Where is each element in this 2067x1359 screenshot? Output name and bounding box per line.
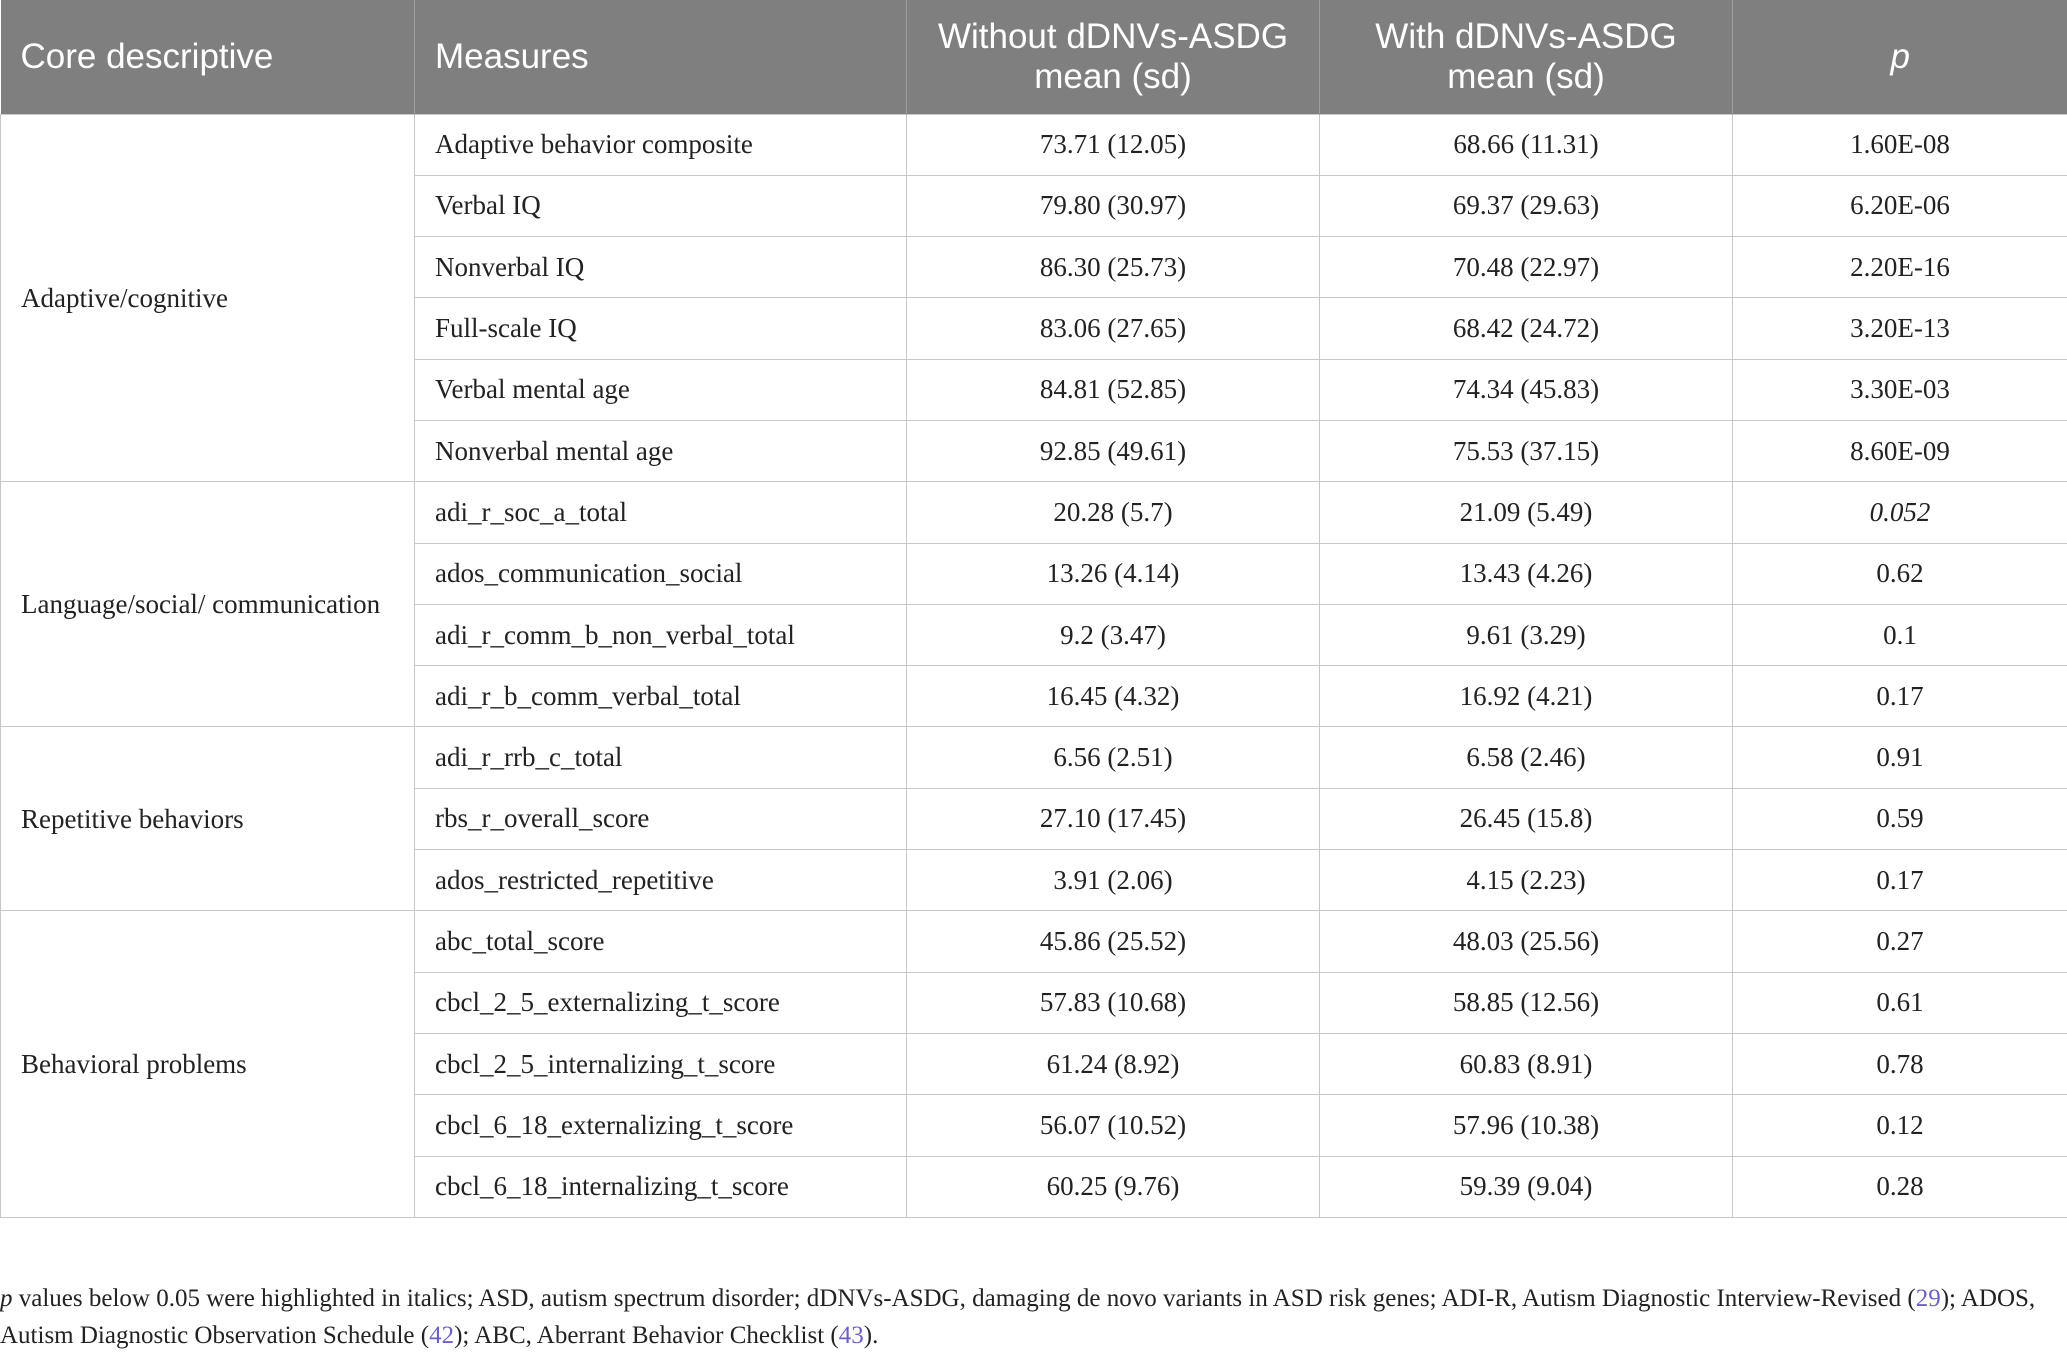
without-ddnvs-value: 92.85 (49.61) <box>907 420 1320 481</box>
header-p-value: p <box>1733 0 2067 114</box>
p-value: 0.62 <box>1733 543 2067 604</box>
header-row <box>1 0 2067 114</box>
measure-name: Full-scale IQ <box>415 298 907 359</box>
p-value: 0.78 <box>1733 1033 2067 1094</box>
table-footnote <box>0 1280 2067 1354</box>
measure-name: cbcl_2_5_internalizing_t_score <box>415 1033 907 1094</box>
with-ddnvs-value: 58.85 (12.56) <box>1320 972 1733 1033</box>
with-ddnvs-value: 21.09 (5.49) <box>1320 482 1733 543</box>
measure-name: cbcl_2_5_externalizing_t_score <box>415 972 907 1033</box>
p-value: 0.12 <box>1733 1095 2067 1156</box>
without-ddnvs-value: 61.24 (8.92) <box>907 1033 1320 1094</box>
measure-name: abc_total_score <box>415 911 907 972</box>
with-ddnvs-value: 57.96 (10.38) <box>1320 1095 1733 1156</box>
without-ddnvs-value: 9.2 (3.47) <box>907 604 1320 665</box>
p-value: 0.1 <box>1733 604 2067 665</box>
measure-name: adi_r_comm_b_non_verbal_total <box>415 604 907 665</box>
without-ddnvs-value: 27.10 (17.45) <box>907 788 1320 849</box>
header-measures: Measures <box>415 0 907 114</box>
p-value: 3.30E-03 <box>1733 359 2067 420</box>
without-ddnvs-value: 73.71 (12.05) <box>907 114 1320 175</box>
table-body <box>1 114 2067 1217</box>
without-ddnvs-value: 45.86 (25.52) <box>907 911 1320 972</box>
p-value: 0.91 <box>1733 727 2067 788</box>
measure-name: cbcl_6_18_externalizing_t_score <box>415 1095 907 1156</box>
p-value: 1.60E-08 <box>1733 114 2067 175</box>
p-value: 0.61 <box>1733 972 2067 1033</box>
header-without-ddnvs: Without dDNVs-ASDG mean (sd) <box>907 0 1320 114</box>
with-ddnvs-value: 69.37 (29.63) <box>1320 175 1733 236</box>
measure-name: ados_communication_social <box>415 543 907 604</box>
with-ddnvs-value: 48.03 (25.56) <box>1320 911 1733 972</box>
without-ddnvs-value: 83.06 (27.65) <box>907 298 1320 359</box>
measure-name: adi_r_soc_a_total <box>415 482 907 543</box>
with-ddnvs-value: 60.83 (8.91) <box>1320 1033 1733 1094</box>
p-value: 0.59 <box>1733 788 2067 849</box>
without-ddnvs-value: 56.07 (10.52) <box>907 1095 1320 1156</box>
without-ddnvs-value: 20.28 (5.7) <box>907 482 1320 543</box>
p-value: 0.28 <box>1733 1156 2067 1217</box>
p-value: 8.60E-09 <box>1733 420 2067 481</box>
with-ddnvs-value: 75.53 (37.15) <box>1320 420 1733 481</box>
group-label: Adaptive/cognitive <box>1 114 415 482</box>
measure-name: Nonverbal mental age <box>415 420 907 481</box>
measure-name: Verbal mental age <box>415 359 907 420</box>
footnote-ref-29[interactable]: 29 <box>1915 1285 1941 1312</box>
measure-name: rbs_r_overall_score <box>415 788 907 849</box>
with-ddnvs-value: 68.66 (11.31) <box>1320 114 1733 175</box>
table-header <box>1 0 2067 114</box>
p-value: 0.17 <box>1733 666 2067 727</box>
without-ddnvs-value: 6.56 (2.51) <box>907 727 1320 788</box>
group-label: Language/social/ communication <box>1 482 415 727</box>
footnote-ref-43[interactable]: 43 <box>838 1322 864 1349</box>
p-value: 6.20E-06 <box>1733 175 2067 236</box>
table-row <box>1 114 2067 175</box>
footnote-text-2: ); ADOS, Autism Diagnostic Observation Schedule ( <box>0 1285 2036 1349</box>
p-value: 3.20E-13 <box>1733 298 2067 359</box>
header-core-descriptive: Core descriptive <box>1 0 415 114</box>
p-value: 0.052 <box>1733 482 2067 543</box>
table-row <box>1 911 2067 972</box>
footnote-text-3: ); ABC, Aberrant Behavior Checklist ( <box>454 1322 839 1349</box>
measure-name: Nonverbal IQ <box>415 237 907 298</box>
group-label: Repetitive behaviors <box>1 727 415 911</box>
measure-name: ados_restricted_repetitive <box>415 850 907 911</box>
with-ddnvs-value: 9.61 (3.29) <box>1320 604 1733 665</box>
without-ddnvs-value: 3.91 (2.06) <box>907 850 1320 911</box>
header-with-ddnvs: With dDNVs-ASDG mean (sd) <box>1320 0 1733 114</box>
with-ddnvs-value: 13.43 (4.26) <box>1320 543 1733 604</box>
footnote-p-letter: p <box>0 1285 13 1312</box>
with-ddnvs-value: 4.15 (2.23) <box>1320 850 1733 911</box>
with-ddnvs-value: 70.48 (22.97) <box>1320 237 1733 298</box>
p-value: 0.27 <box>1733 911 2067 972</box>
with-ddnvs-value: 59.39 (9.04) <box>1320 1156 1733 1217</box>
measure-name: cbcl_6_18_internalizing_t_score <box>415 1156 907 1217</box>
measure-name: Adaptive behavior composite <box>415 114 907 175</box>
footnote-text-1: values below 0.05 were highlighted in italics; ASD, autism spectrum disorder; dDNVs-ASDG, damaging de novo variants in ASD risk genes; ADI-R, Autism Diagnostic Interview-Revised ( <box>12 1285 1916 1312</box>
measure-name: Verbal IQ <box>415 175 907 236</box>
without-ddnvs-value: 86.30 (25.73) <box>907 237 1320 298</box>
measure-name: adi_r_rrb_c_total <box>415 727 907 788</box>
p-value: 0.17 <box>1733 850 2067 911</box>
without-ddnvs-value: 13.26 (4.14) <box>907 543 1320 604</box>
table-row <box>1 727 2067 788</box>
with-ddnvs-value: 6.58 (2.46) <box>1320 727 1733 788</box>
with-ddnvs-value: 68.42 (24.72) <box>1320 298 1733 359</box>
footnote-text-4: ). <box>863 1322 879 1349</box>
without-ddnvs-value: 79.80 (30.97) <box>907 175 1320 236</box>
with-ddnvs-value: 74.34 (45.83) <box>1320 359 1733 420</box>
with-ddnvs-value: 26.45 (15.8) <box>1320 788 1733 849</box>
without-ddnvs-value: 16.45 (4.32) <box>907 666 1320 727</box>
table-row <box>1 482 2067 543</box>
footnote-ref-42[interactable]: 42 <box>429 1322 455 1349</box>
without-ddnvs-value: 84.81 (52.85) <box>907 359 1320 420</box>
p-value: 2.20E-16 <box>1733 237 2067 298</box>
measure-name: adi_r_b_comm_verbal_total <box>415 666 907 727</box>
without-ddnvs-value: 57.83 (10.68) <box>907 972 1320 1033</box>
group-label: Behavioral problems <box>1 911 415 1217</box>
without-ddnvs-value: 60.25 (9.76) <box>907 1156 1320 1217</box>
with-ddnvs-value: 16.92 (4.21) <box>1320 666 1733 727</box>
